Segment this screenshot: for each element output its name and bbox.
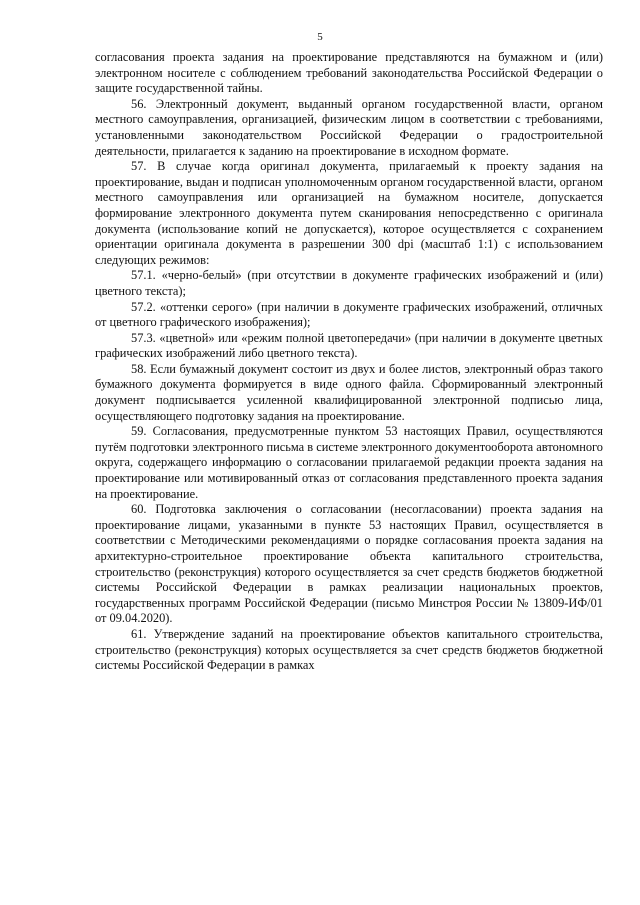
document-body bbox=[95, 50, 603, 674]
paragraph: 56. Электронный документ, выданный органом государственной власти, органом местного самоуправления, организацией, физическим лицом в соответствии с требованиями, установленными законодательством Российской Федерации о градостроительной деятельности, прилагается к заданию на проектирование в исходном формате. bbox=[95, 96, 603, 158]
paragraph: 57. В случае когда оригинал документа, прилагаемый к проекту задания на проектирование, выдан и подписан уполномоченным органом государственной власти, органом местного самоуправления или организацией на бумажном носителе, допускается формирование электронного документа путем сканирования непосредственно с оригинала документа (использование копий не допускается), которое осуществляется с сохранением ориентации оригинала документа в разрешении 300 dpi (масштаб 1:1) с использованием следующих режимов: bbox=[95, 159, 603, 267]
paragraph: согласования проекта задания на проектирование представляются на бумажном и (или) электронном носителе с соблюдением требований законодательства Российской Федерации о защите государственной тайны. bbox=[95, 50, 603, 96]
page-number: 5 bbox=[317, 31, 323, 43]
paragraph: 57.1. «черно-белый» (при отсутствии в документе графических изображений и (или) цветного текста); bbox=[95, 268, 603, 298]
paragraph: 61. Утверждение заданий на проектирование объектов капитального строительства, строительство (реконструкция) которых осуществляется за счет средств бюджетов бюджетной системы Российской Федерации в рамках bbox=[95, 626, 603, 673]
paragraph: 58. Если бумажный документ состоит из двух и более листов, электронный образ такого бумажного документа формируется в виде одного файла. Сформированный электронный документ подписывается усиленной квалифицированной электронной подписью лица, осуществляющего подготовку задания на проектирование. bbox=[95, 361, 603, 423]
paragraph: 59. Согласования, предусмотренные пунктом 53 настоящих Правил, осуществляются путём подготовки электронного письма в системе электронного документооборота автономного округа, содержащего информацию о согласовании прилагаемой редакции проекта задания на проектирование или мотивированный отказ от согласования представленного проекта задания на проектирование. bbox=[95, 424, 603, 501]
paragraph: 57.3. «цветной» или «режим полной цветопередачи» (при наличии в документе цветных графических изображений либо цветного текста). bbox=[95, 330, 603, 361]
paragraph: 60. Подготовка заключения о согласовании (несогласовании) проекта задания на проектирование лицами, указанными в пункте 53 настоящих Правил, осуществляется в соответствии с Методическими рекомендациями о порядке согласования проекта задания на архитектурно-строительное проектирование объекта капитального строительства, строительство (реконструкция) которого осуществляется за счет средств бюджетов бюджетной системы Российской Федерации в рамках реализации национальных проектов, государственных программ Российской Федерации (письмо Минстроя России № 13809-ИФ/01 от 09.04.2020). bbox=[95, 502, 603, 626]
paragraph: 57.2. «оттенки серого» (при наличии в документе графических изображений, отличных от цветного графического изображения); bbox=[95, 299, 603, 330]
